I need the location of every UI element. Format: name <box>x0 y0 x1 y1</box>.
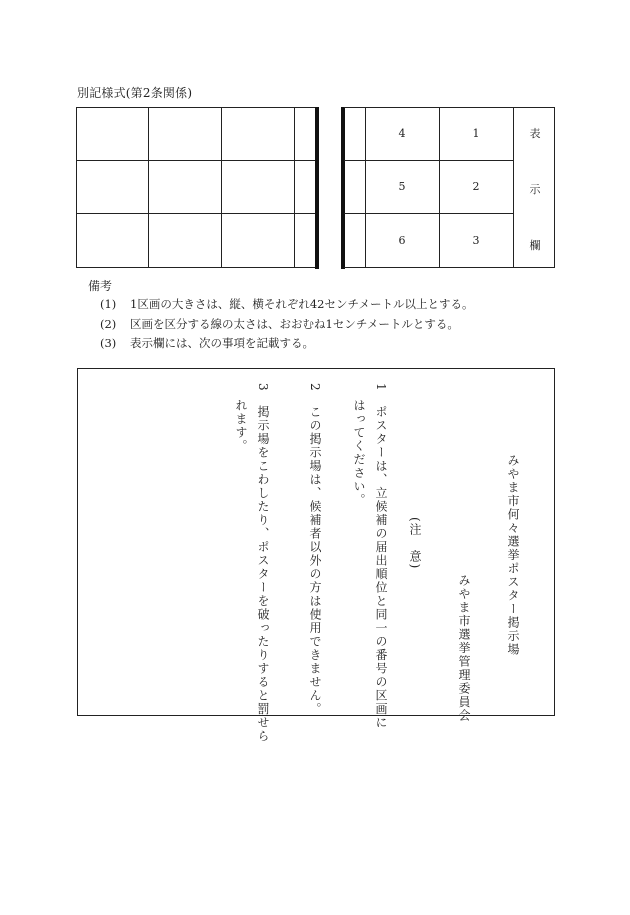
grid-line <box>439 107 440 268</box>
grid-line <box>365 107 366 268</box>
notice-item-1: 1 ポスターは、立候補の届出順位と同一の番号の区画に <box>374 383 388 730</box>
signboard-title: みやま市何々選挙ポスター掲示場 <box>506 454 520 657</box>
grid-line <box>513 107 514 268</box>
grid-border <box>76 107 318 268</box>
signboard-issuer: みやま市選挙管理委員会 <box>457 574 471 723</box>
remark-number: (3) <box>100 336 117 350</box>
remarks-heading: 備考 <box>88 279 113 293</box>
cell-number-6: 6 <box>398 234 406 247</box>
remark-number: (1) <box>100 297 117 311</box>
remark-item <box>100 316 459 332</box>
grid-line <box>221 107 222 268</box>
display-label-char: 表 <box>529 127 541 140</box>
cell-number-5: 5 <box>398 180 406 193</box>
thick-divider-left <box>315 107 319 269</box>
display-label-char: 欄 <box>529 239 541 252</box>
grid-line <box>344 213 513 214</box>
cell-number-3: 3 <box>472 234 480 247</box>
notice-item-1-cont: はってください。 <box>352 399 366 507</box>
form-caption: 別記様式(第2条関係) <box>77 86 193 100</box>
remark-item <box>100 335 314 351</box>
remark-item <box>100 296 474 312</box>
grid-line <box>344 160 513 161</box>
cell-number-1: 1 <box>472 127 480 140</box>
grid-line <box>76 213 318 214</box>
remark-text: 1区画の大きさは、縦、横それぞれ42センチメートル以上とする。 <box>130 297 474 311</box>
notice-item-3: 3 掲示場をこわしたり、ポスターを破ったりすると罰せら <box>256 383 270 744</box>
grid-line <box>148 107 149 268</box>
notice-heading: (注 意) <box>408 517 422 570</box>
cell-number-4: 4 <box>398 127 406 140</box>
right-poster-grid <box>344 107 556 268</box>
notice-item-3-cont: れます。 <box>234 399 248 453</box>
remark-number: (2) <box>100 317 117 331</box>
remark-text: 表示欄には、次の事項を記載する。 <box>130 336 314 350</box>
remark-text: 区画を区分する線の太さは、おおむね1センチメートルとする。 <box>130 317 459 331</box>
signboard-sample <box>77 368 555 744</box>
grid-line <box>76 160 318 161</box>
left-poster-grid <box>76 107 318 268</box>
notice-item-2: 2 この掲示場は、候補者以外の方は使用できません。 <box>308 383 322 717</box>
display-label-char: 示 <box>529 183 541 196</box>
grid-line <box>294 107 295 268</box>
cell-number-2: 2 <box>472 180 480 193</box>
